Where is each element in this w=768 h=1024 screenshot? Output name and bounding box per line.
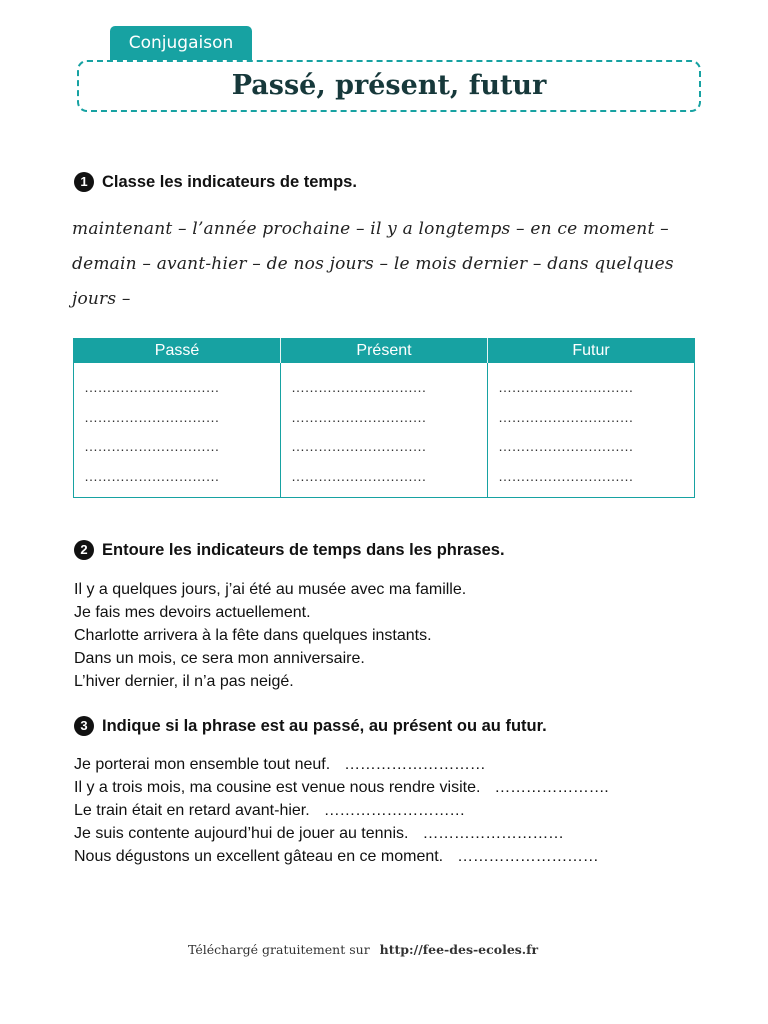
exercise-1-heading: [74, 172, 357, 192]
answer-blank[interactable]: ………………………: [457, 848, 599, 865]
answer-line[interactable]: …………………………: [84, 408, 219, 425]
answer-line[interactable]: …………………………: [84, 379, 219, 395]
answer-line[interactable]: …………………………: [291, 438, 426, 454]
answer-line[interactable]: …………………………: [498, 408, 633, 425]
present-answer-cell[interactable]: [281, 363, 488, 498]
exercise-3-heading: [74, 716, 547, 736]
exercise-1-number: 1: [74, 172, 94, 192]
exercise-3-number: 3: [74, 716, 94, 736]
future-answer-cell[interactable]: [488, 363, 695, 498]
answer-blank[interactable]: ………………………: [422, 825, 564, 842]
answer-line[interactable]: …………………………: [84, 438, 219, 454]
footer-link[interactable]: http://fee-des-ecoles.fr: [379, 942, 539, 957]
sentence-text: Il y a trois mois, ma cousine est venue nous rendre visite.: [74, 779, 481, 796]
tense-sentence: [74, 845, 608, 868]
sentence-text: Nous dégustons un excellent gâteau en ce moment.: [74, 848, 444, 865]
answer-line[interactable]: …………………………: [291, 467, 426, 484]
exercise-2-heading: [74, 540, 505, 560]
word-line: demain – avant-hier – de nos jours – le mois dernier – dans quelques: [72, 254, 674, 274]
answer-line[interactable]: …………………………: [291, 379, 426, 395]
answer-line[interactable]: …………………………: [84, 467, 219, 484]
sentence: Dans un mois, ce sera mon anniversaire.: [74, 650, 365, 667]
sentence-text: Je suis contente aujourd’hui de jouer au tennis.: [74, 825, 409, 842]
time-indicators-list: [72, 212, 702, 317]
answer-blank[interactable]: ………………………: [344, 756, 486, 773]
answer-line[interactable]: …………………………: [498, 379, 633, 395]
tense-sentence: [74, 753, 608, 776]
answer-blank[interactable]: ………………………: [323, 802, 466, 819]
past-answer-cell[interactable]: [74, 363, 281, 498]
sentence-text: Le train était en retard avant-hier.: [74, 802, 310, 819]
word-line: maintenant – l’année prochaine – il y a longtemps – en ce moment –: [72, 219, 669, 239]
column-header-future: Futur: [488, 339, 695, 364]
exercise-2-sentences: [74, 578, 466, 693]
sentence: Je fais mes devoirs actuellement.: [74, 604, 311, 621]
column-header-past: Passé: [74, 339, 281, 364]
title-banner: [77, 60, 701, 112]
classification-table: [73, 338, 695, 498]
sentence: L’hiver dernier, il n’a pas neigé.: [74, 673, 294, 690]
footer-text: Téléchargé gratuitement sur: [188, 942, 370, 957]
sentence: Charlotte arrivera à la fête dans quelques instants.: [74, 627, 432, 644]
category-tag: Conjugaison: [110, 26, 252, 60]
exercise-3-instruction: Indique si la phrase est au passé, au présent ou au futur.: [102, 716, 547, 735]
exercise-1-instruction: Classe les indicateurs de temps.: [102, 172, 357, 191]
footer: [188, 942, 538, 957]
answer-line[interactable]: …………………………: [498, 438, 633, 454]
tense-sentence: [74, 822, 608, 845]
answer-line[interactable]: …………………………: [498, 467, 633, 484]
column-header-present: Présent: [281, 339, 488, 364]
exercise-3-sentences: [74, 753, 608, 868]
exercise-2-number: 2: [74, 540, 94, 560]
table-row: [74, 363, 695, 498]
answer-line[interactable]: …………………………: [291, 408, 426, 425]
sentence: Il y a quelques jours, j’ai été au musée avec ma famille.: [74, 581, 467, 598]
page-title: Passé, présent, futur: [231, 70, 547, 101]
exercise-2-instruction: Entoure les indicateurs de temps dans les phrases.: [102, 540, 505, 559]
sentence-text: Je porterai mon ensemble tout neuf.: [74, 756, 331, 773]
answer-blank[interactable]: ………………….: [494, 779, 609, 796]
tense-sentence: [74, 799, 608, 822]
tense-sentence: [74, 776, 608, 799]
word-line: jours –: [72, 289, 131, 309]
